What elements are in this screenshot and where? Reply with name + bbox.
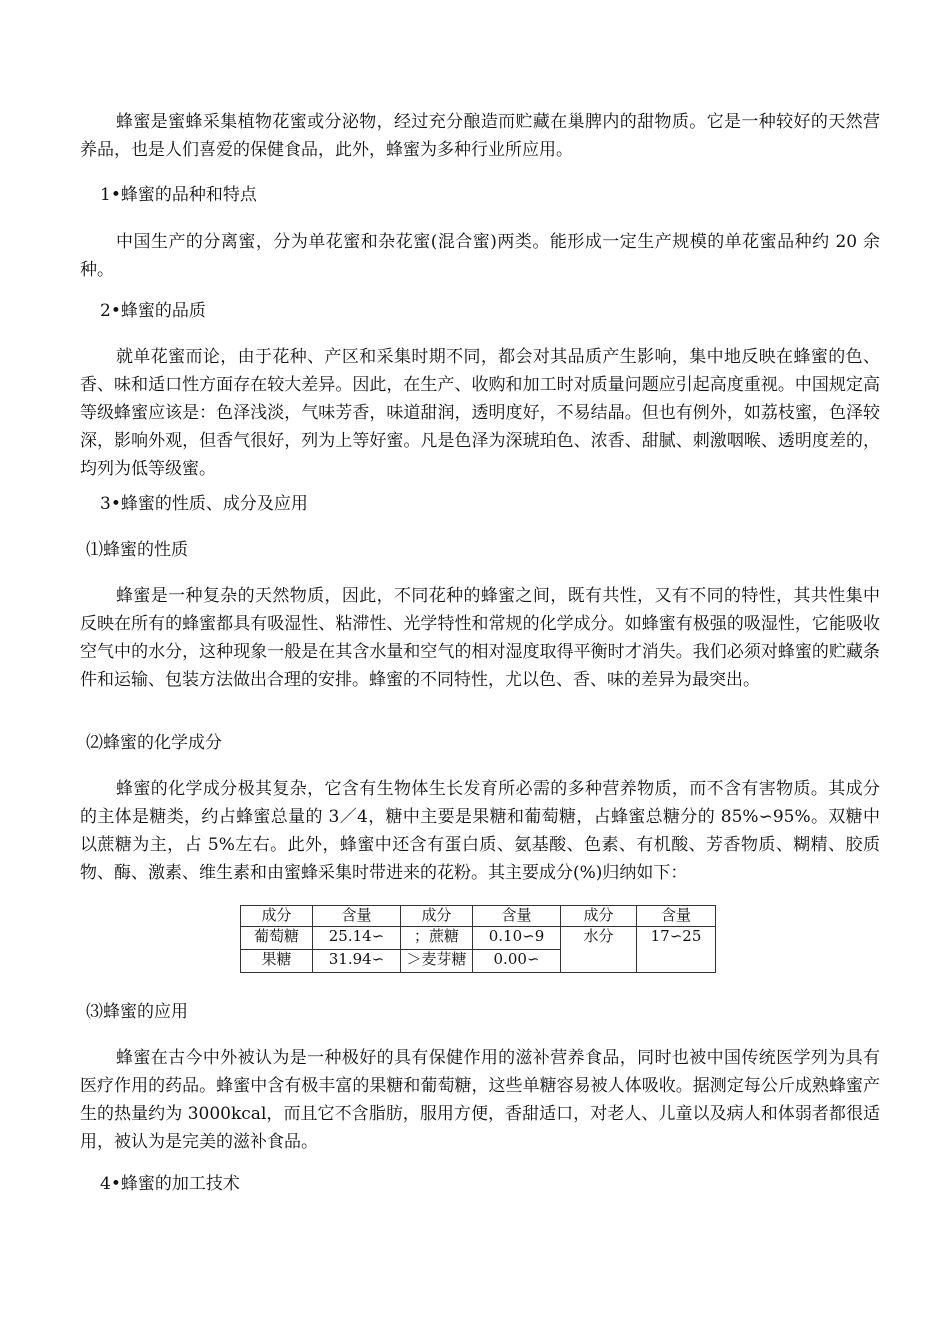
table-header-cell: 成分 bbox=[561, 906, 637, 927]
table-cell: 31.94∽ bbox=[328, 950, 385, 968]
section-1-heading: 1•蜂蜜的品种和特点 bbox=[100, 185, 257, 205]
table-cell: ；蔗糖 bbox=[413, 927, 459, 945]
table-header-cell: 含量 bbox=[313, 906, 401, 927]
table-header-cell: 含量 bbox=[473, 906, 561, 927]
table-cell: 果糖 bbox=[261, 950, 292, 968]
table-row bbox=[241, 927, 716, 950]
section-2-heading: 2•蜂蜜的品质 bbox=[100, 301, 206, 321]
section-3-1-heading: ⑴蜂蜜的性质 bbox=[86, 540, 188, 560]
section-3-1-body: 蜂蜜是一种复杂的天然物质，因此，不同花种的蜂蜜之间，既有共性，又有不同的特性，其共性集中反映在所有的蜂蜜都具有吸湿性、粘滞性、光学特性和常规的化学成分。如蜂蜜有极强的吸湿性，它能吸收空气中的水分，这种现象一般是在其含水量和空气的相对湿度取得平衡时才消失。我们必须对蜂蜜的贮藏条件和运输、包装方法做出合理的安排。蜂蜜的不同特性，尤以色、香、味的差异为最突出。 bbox=[80, 586, 880, 690]
table-cell: 17∽25 bbox=[650, 927, 702, 945]
section-3-2-heading: ⑵蜂蜜的化学成分 bbox=[86, 733, 222, 753]
table-cell: 25.14∽ bbox=[328, 927, 385, 945]
table-cell: ＞麦芽糖 bbox=[406, 950, 467, 968]
table-cell: 0.10∽9 bbox=[488, 927, 545, 945]
section-1-body: 中国生产的分离蜜，分为单花蜜和杂花蜜(混合蜜)两类。能形成一定生产规模的单花蜜品种约 20 余种。 bbox=[80, 232, 880, 280]
section-3-heading: 3•蜂蜜的性质、成分及应用 bbox=[100, 494, 308, 514]
section-3-3-heading: ⑶蜂蜜的应用 bbox=[86, 1002, 188, 1022]
intro-paragraph: 蜂蜜是蜜蜂采集植物花蜜或分泌物，经过充分酿造而贮藏在巢脾内的甜物质。它是一种较好的天然营养品，也是人们喜爱的保健食品，此外，蜂蜜为多种行业所应用。 bbox=[80, 112, 880, 160]
table-cell: 葡萄糖 bbox=[253, 927, 299, 945]
table-header-row bbox=[241, 906, 716, 927]
table-header-cell: 成分 bbox=[241, 906, 313, 927]
table-header-cell: 成分 bbox=[401, 906, 473, 927]
table-cell: 0.00∽ bbox=[493, 950, 540, 968]
section-2-body: 就单花蜜而论，由于花种、产区和采集时期不同，都会对其品质产生影响，集中地反映在蜂蜜的色、香、味和适口性方面存在较大差异。因此，在生产、收购和加工时对质量问题应引起高度重视。中国规定高等级蜂蜜应该是：色泽浅淡，气味芳香，味道甜润，透明度好，不易结晶。但也有例外，如荔枝蜜，色泽较深，影响外观，但香气很好，列为上等好蜜。凡是色泽为深琥珀色、浓香、甜腻、刺激咽喉、透明度差的，均列为低等级蜜。 bbox=[80, 347, 880, 479]
table-header-cell: 含量 bbox=[637, 906, 716, 927]
section-3-3-body: 蜂蜜在古今中外被认为是一种极好的具有保健作用的滋补营养食品，同时也被中国传统医学列为具有医疗作用的药品。蜂蜜中含有极丰富的果糖和葡萄糖，这些单糖容易被人体吸收。据测定每公斤成熟蜂蜜产生的热量约为 3000kcal，而且它不含脂肪，服用方便，香甜适口，对老人、儿童以及病人和体弱者都很适用，被认为是完美的滋补食品。 bbox=[80, 1048, 880, 1152]
composition-table bbox=[240, 905, 716, 973]
section-3-2-body: 蜂蜜的化学成分极其复杂，它含有生物体生长发育所必需的多种营养物质，而不含有害物质。其成分的主体是糖类，约占蜂蜜总量的 3／4，糖中主要是果糖和葡萄糖，占蜂蜜总糖分的 85%∽95%。双糖中以蔗糖为主，占 5%左右。此外，蜂蜜中还含有蛋白质、氨基酸、色素、有机酸、芳香物质、糊精、胶质物、酶、激素、维生素和由蜜蜂采集时带进来的花粉。其主要成分(%)归纳如下： bbox=[80, 779, 880, 883]
section-4-heading: 4•蜂蜜的加工技术 bbox=[100, 1174, 240, 1194]
table-cell: 水分 bbox=[583, 927, 614, 945]
